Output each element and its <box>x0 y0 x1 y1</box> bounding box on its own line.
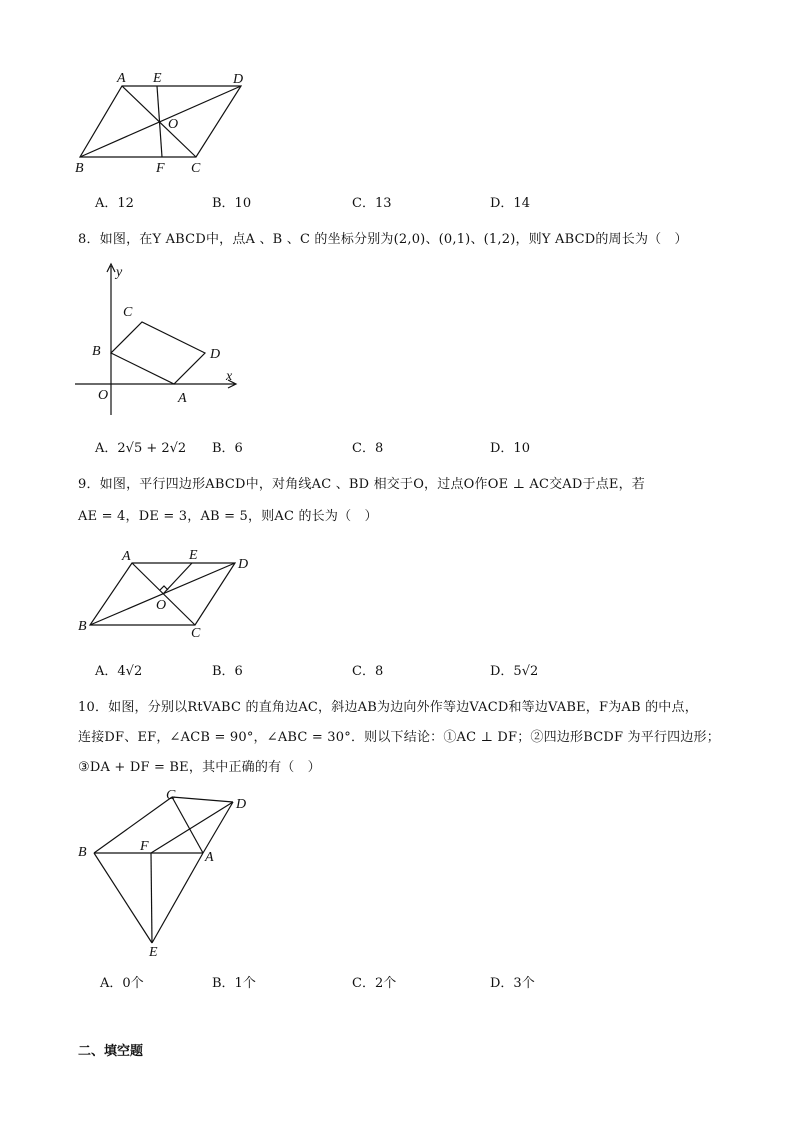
q8-label-c: C <box>123 305 133 320</box>
section-title: 二、填空题 <box>78 1044 144 1059</box>
q10-segment-da <box>203 802 233 853</box>
q9-label-e: E <box>189 548 198 563</box>
q8-option-c[interactable]: C．8 <box>352 441 384 456</box>
q7-label-b: B <box>75 161 84 176</box>
q8-label-d: D <box>210 347 221 362</box>
q8-figure <box>70 260 250 420</box>
q9-diagonal-bd <box>90 563 235 625</box>
q10-question-line3: ③DA + DF = BE，其中正确的有（ ） <box>78 760 321 775</box>
q10-label-f: F <box>140 839 149 854</box>
q10-option-b[interactable]: B．1个 <box>212 976 256 991</box>
q10-segment-cd <box>172 797 233 802</box>
q9-option-b[interactable]: B．6 <box>212 664 243 679</box>
q7-figure <box>70 62 270 182</box>
q9-label-o: O <box>156 598 167 613</box>
q9-label-c: C <box>191 626 201 641</box>
q7-label-c: C <box>191 161 201 176</box>
q9-figure <box>70 540 270 645</box>
q10-segment-be <box>94 853 152 943</box>
q7-option-b[interactable]: B．10 <box>212 196 252 211</box>
q8-option-b[interactable]: B．6 <box>212 441 243 456</box>
q7-diagonal-bd <box>80 86 241 157</box>
q8-question: 8．如图，在Y ABCD中，点A 、B 、C 的坐标分别为(2,0)、(0,1)、(1,2)，则Y ABCD的周长为（ ） <box>78 232 688 247</box>
q9-label-b: B <box>78 619 87 634</box>
q10-segment-df <box>151 802 233 853</box>
q9-right-angle-mark <box>160 586 168 590</box>
q7-option-c[interactable]: C．13 <box>352 196 392 211</box>
q10-label-a: A <box>205 850 214 865</box>
q10-segment-ae <box>152 853 203 943</box>
q8-label-x: x <box>226 369 233 384</box>
q7-label-e: E <box>153 71 162 86</box>
q10-option-a[interactable]: A．0个 <box>100 976 144 991</box>
q9-label-a: A <box>122 549 131 564</box>
q8-label-a: A <box>178 391 187 406</box>
q7-label-o: O <box>168 117 179 132</box>
q8-option-a[interactable]: A．2√5 + 2√2 <box>95 441 187 456</box>
q7-option-a[interactable]: A．12 <box>95 196 134 211</box>
q9-option-d[interactable]: D．5√2 <box>490 664 539 679</box>
q9-option-c[interactable]: C．8 <box>352 664 384 679</box>
q7-label-d: D <box>233 72 244 87</box>
q10-option-c[interactable]: C．2个 <box>352 976 397 991</box>
q10-segment-fe <box>151 853 152 943</box>
q10-option-d[interactable]: D．3个 <box>490 976 535 991</box>
q7-label-f: F <box>156 161 165 176</box>
q10-figure <box>72 780 272 960</box>
q9-label-d: D <box>238 557 249 572</box>
q9-question-line2: AE = 4，DE = 3，AB = 5，则AC 的长为（ ） <box>78 509 378 524</box>
q8-label-o: O <box>98 388 109 403</box>
q8-label-b: B <box>92 344 101 359</box>
q10-label-b: B <box>78 845 87 860</box>
q10-segment-ca <box>172 797 203 853</box>
q9-question-line1: 9．如图，平行四边形ABCD中，对角线AC 、BD 相交于O，过点O作OE ⊥ AC交AD于点E，若 <box>78 477 645 492</box>
q10-label-c: C <box>166 788 176 803</box>
q8-label-y: y <box>116 265 123 280</box>
q7-option-d[interactable]: D．14 <box>490 196 530 211</box>
q10-question-line2: 连接DF、EF，∠ACB = 90°，∠ABC = 30°．则以下结论：①AC ⊥ DF；②四边形BCDF 为平行四边形； <box>78 730 720 745</box>
q9-option-a[interactable]: A．4√2 <box>95 664 143 679</box>
q10-segment-bc <box>94 797 172 853</box>
q10-label-e: E <box>149 945 158 960</box>
q7-label-a: A <box>117 71 126 86</box>
q10-label-d: D <box>236 797 247 812</box>
q8-parallelogram <box>111 322 205 384</box>
q10-question-line1: 10．如图，分别以RtVABC 的直角边AC，斜边AB为边向外作等边VACD和等边VABE，F为AB 的中点， <box>78 700 698 715</box>
q8-option-d[interactable]: D．10 <box>490 441 530 456</box>
